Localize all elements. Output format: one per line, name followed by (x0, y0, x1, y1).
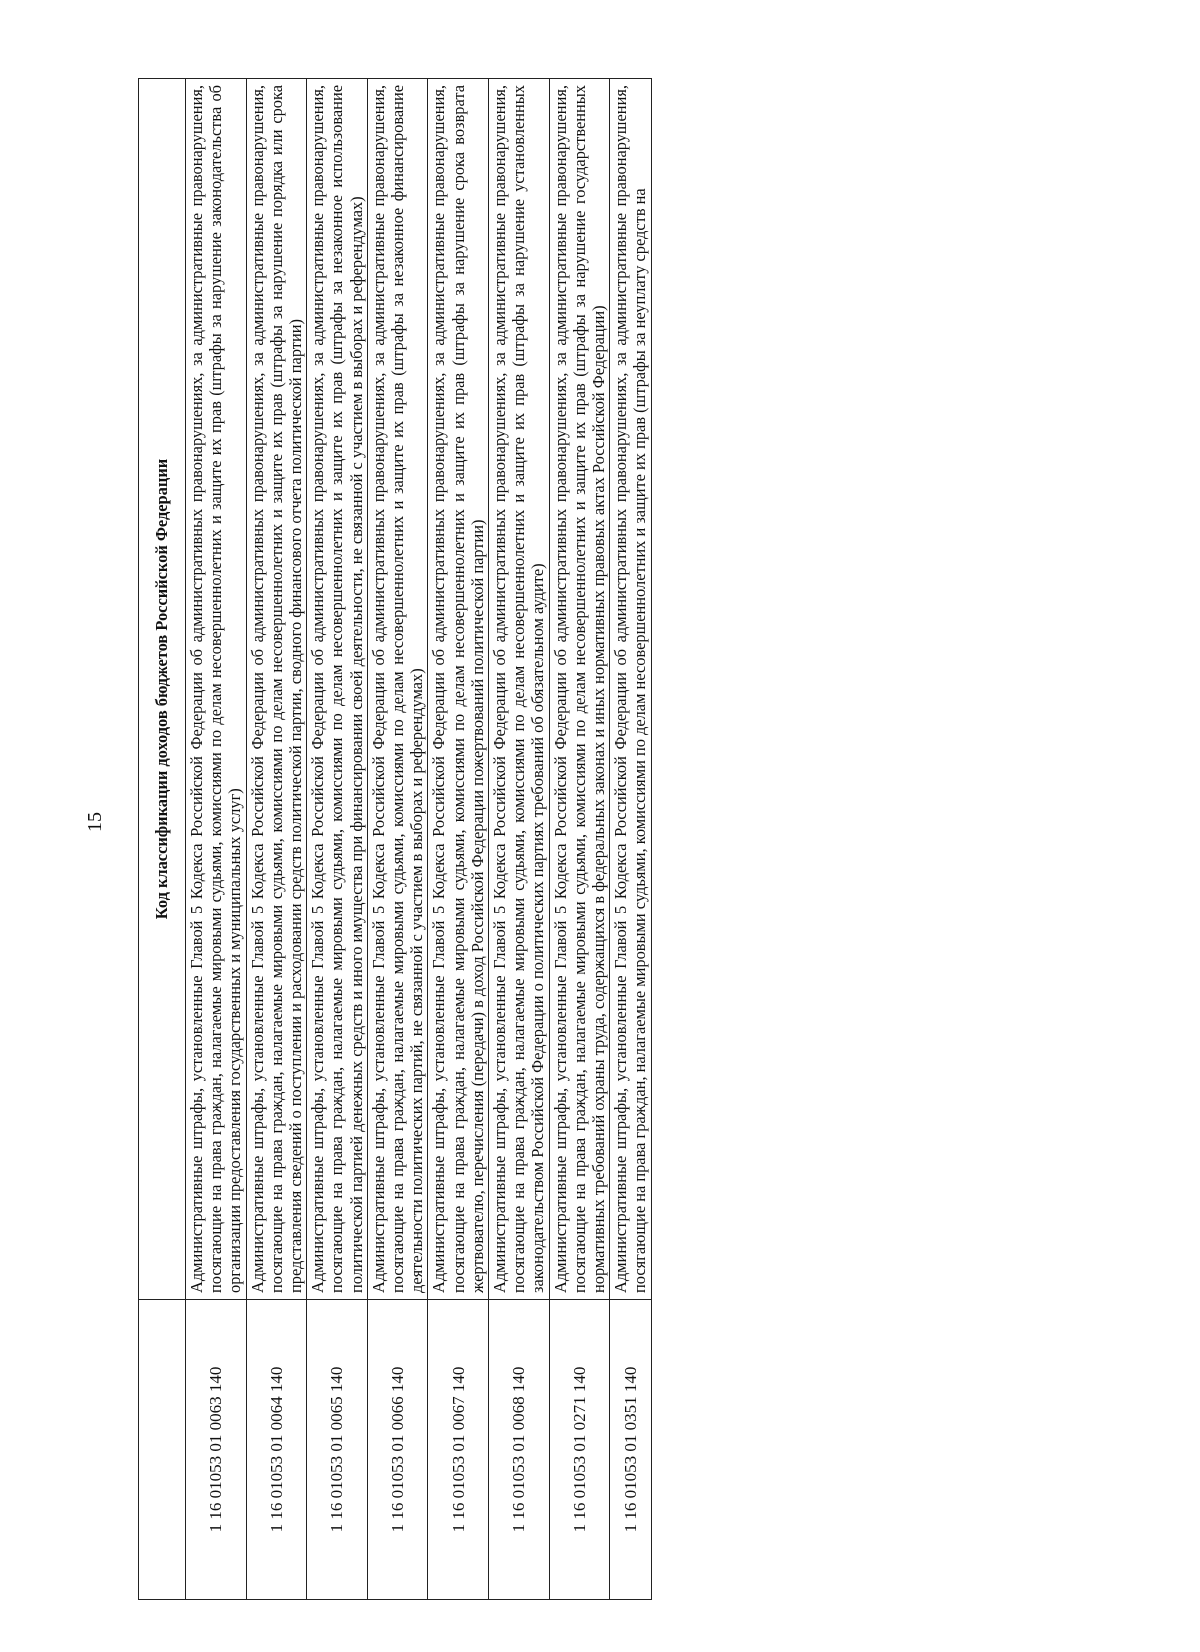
table-row (428, 79, 489, 1600)
classification-description: Административные штрафы, установленные Главой 5 Кодекса Российской Федерации об административных правонарушениях, за административные правонарушения, посягающие на права граждан, налагаемые мировыми судьями, комиссиями по делам несовершеннолетних и защите их прав (штрафы за нарушение срока возврата жертвователю, перечисления (передачи) в доход Российской Федерации пожертвований политической партии) (428, 79, 489, 1300)
classification-description: Административные штрафы, установленные Главой 5 Кодекса Российской Федерации об административных правонарушениях, за административные правонарушения, посягающие на права граждан, налагаемые мировыми судьями, комиссиями по делам несовершеннолетних и защите их прав (штрафы за незаконное использование политической партией денежных средств и иного имущества при финансировании своей деятельности, не связанной с участием в выборах и референдумах) (307, 79, 368, 1300)
budget-classification-table (138, 78, 652, 1600)
classification-description: Административные штрафы, установленные Главой 5 Кодекса Российской Федерации об административных правонарушениях, за административные правонарушения, посягающие на права граждан, налагаемые мировыми судьями, комиссиями по делам несовершеннолетних и защите их прав (штрафы за нарушение законодательства об организации предоставления государственных и муниципальных услуг) (186, 79, 247, 1300)
classification-code: 1 16 01053 01 0271 140 (549, 1300, 610, 1600)
classification-description: Административные штрафы, установленные Главой 5 Кодекса Российской Федерации об административных правонарушениях, за административные правонарушения, посягающие на права граждан, налагаемые мировыми судьями, комиссиями по делам несовершеннолетних и защите их прав (штрафы за нарушение порядка или срока представления сведений о поступлении и расходовании средств политической партии, сводного финансового отчета политической партии) (246, 79, 307, 1300)
table-row (489, 79, 550, 1600)
table-row (549, 79, 610, 1600)
page-number: 15 (84, 812, 106, 832)
table-header-row (139, 79, 186, 1600)
table-row (367, 79, 428, 1600)
table-row (307, 79, 368, 1600)
table-row (186, 79, 247, 1600)
classification-code: 1 16 01053 01 0068 140 (489, 1300, 550, 1600)
header-code-cell (139, 1300, 186, 1600)
classification-code: 1 16 01053 01 0351 140 (610, 1300, 651, 1600)
classification-code: 1 16 01053 01 0063 140 (186, 1300, 247, 1600)
classification-code: 1 16 01053 01 0065 140 (307, 1300, 368, 1600)
classification-description: Административные штрафы, установленные Главой 5 Кодекса Российской Федерации об административных правонарушениях, за административные правонарушения, посягающие на права граждан, налагаемые мировыми судьями, комиссиями по делам несовершеннолетних и защите их прав (штрафы за неуплату средств на (610, 79, 651, 1300)
classification-code: 1 16 01053 01 0067 140 (428, 1300, 489, 1600)
classification-code: 1 16 01053 01 0064 140 (246, 1300, 307, 1600)
classification-description: Административные штрафы, установленные Главой 5 Кодекса Российской Федерации об административных правонарушениях, за административные правонарушения, посягающие на права граждан, налагаемые мировыми судьями, комиссиями по делам несовершеннолетних и защите их прав (штрафы за нарушение установленных законодательством Российской Федерации о политических партиях требований об обязательном аудите) (489, 79, 550, 1300)
table-row (610, 79, 651, 1600)
header-title-cell: Код классификации доходов бюджетов Российской Федерации (139, 79, 186, 1300)
classification-description: Административные штрафы, установленные Главой 5 Кодекса Российской Федерации об административных правонарушениях, за административные правонарушения, посягающие на права граждан, налагаемые мировыми судьями, комиссиями по делам несовершеннолетних и защите их прав (штрафы за нарушение государственных нормативных требований охраны труда, содержащихся в федеральных законах и иных нормативных правовых актах Российской Федерации) (549, 79, 610, 1300)
table-row (246, 79, 307, 1600)
classification-description: Административные штрафы, установленные Главой 5 Кодекса Российской Федерации об административных правонарушениях, за административные правонарушения, посягающие на права граждан, налагаемые мировыми судьями, комиссиями по делам несовершеннолетних и защите их прав (штрафы за незаконное финансирование деятельности политических партий, не связанной с участием в выборах и референдумах) (367, 79, 428, 1300)
classification-code: 1 16 01053 01 0066 140 (367, 1300, 428, 1600)
